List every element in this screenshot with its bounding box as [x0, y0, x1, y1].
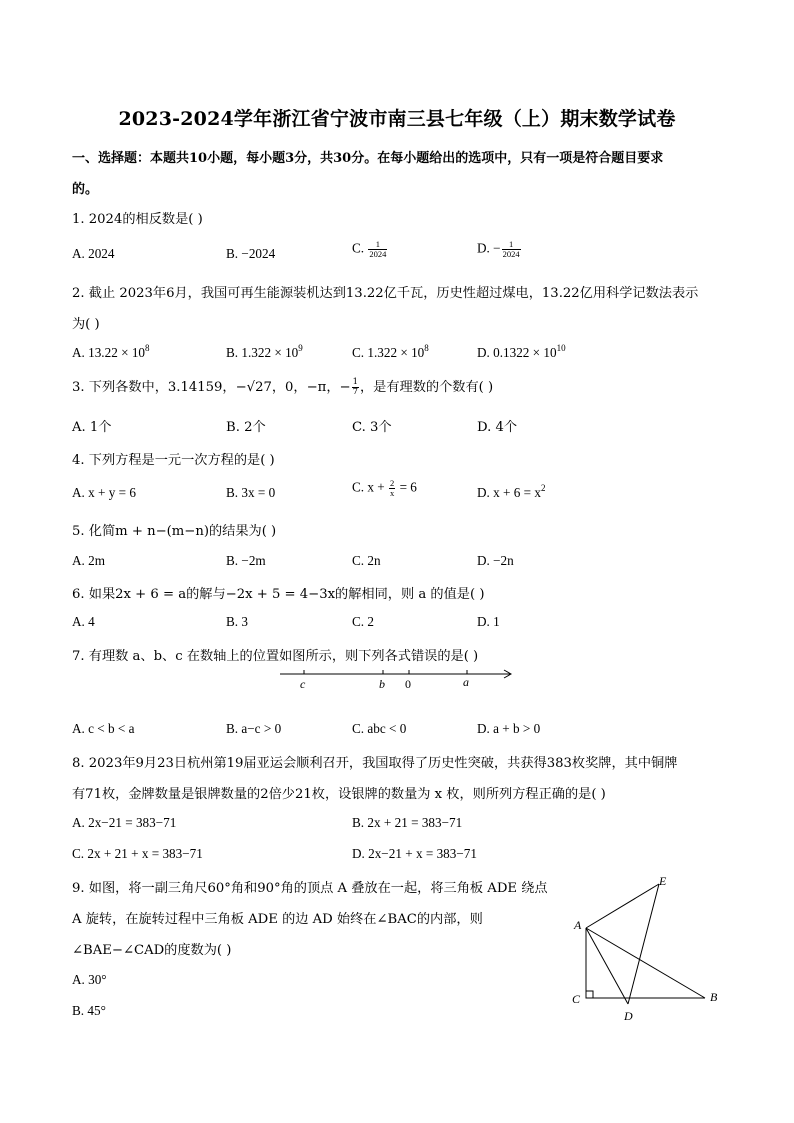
q9-triangle-figure — [565, 868, 735, 1028]
q8-stem-line2: 有71枚，金牌数量是银牌数量的2倍少21枚，设银牌的数量为 x 枚，则所列方程正确的是( ) — [72, 787, 606, 802]
q7-option-c: C. abc < 0 — [352, 721, 407, 736]
page-title: 2023-2024学年浙江省宁波市南三县七年级（上）期末数学试卷 — [118, 108, 676, 130]
right-angle-mark — [586, 991, 593, 998]
q3-option-b: B. 2个 — [226, 420, 266, 435]
q4-option-c: C. x + $\frac{2}{x}$ = 6 — [352, 478, 417, 498]
q2-option-d: D. $0.1322 \times 10^{10}$ — [477, 343, 566, 360]
q9-stem-line2: A 旋转，在旋转过程中三角板 ADE 的边 AD 始终在∠BAC的内部，则 — [72, 912, 483, 927]
vertex-label-b: B — [710, 990, 718, 1004]
q1-option-b: B. −2024 — [226, 246, 276, 261]
q3-option-a: A. 1个 — [72, 420, 112, 435]
q3-fraction: $\frac{1}{7}$ — [352, 377, 358, 397]
q4-option-c-fraction: $\frac{2}{x}$ — [390, 478, 395, 498]
vertex-label-a: A — [574, 918, 582, 932]
q7-stem: 7. 有理数 a、b、c 在数轴上的位置如图所示，则下列各式错误的是( ) — [72, 649, 479, 664]
q8-stem-line1: 8. 2023年9月23日杭州第19届亚运会顺利召开，我国取得了历史性突破，共获得383枚奖牌，其中铜牌 — [72, 756, 678, 771]
segment-AE — [586, 884, 659, 928]
q1-option-c-label: C. — [352, 240, 368, 256]
q6-option-d: D. 1 — [477, 614, 500, 629]
q1-option-d — [477, 240, 522, 259]
q2-stem-line1: 2. 截止 2023年6月，我国可再生能源装机达到13.22亿千瓦，历史性超过煤电，13.22亿用科学记数法表示 — [72, 286, 699, 301]
q5-option-b: B. −2m — [226, 553, 266, 568]
q8-option-d: D. 2x−21 + x = 383−71 — [352, 846, 477, 861]
label-c: c — [300, 677, 306, 691]
q1-option-a: A. 2024 — [72, 246, 115, 261]
q5-option-a: A. 2m — [72, 553, 105, 568]
q6-option-a: A. 4 — [72, 614, 95, 629]
q3-option-d: D. 4个 — [477, 420, 518, 435]
q2-option-a: A. $13.22 \times 10^8$ — [72, 343, 150, 360]
q7-option-d: D. a + b > 0 — [477, 721, 541, 736]
q7-option-b: B. a−c > 0 — [226, 721, 282, 736]
q9-option-b: B. 45° — [72, 1003, 106, 1018]
q7-option-a: A. c < b < a — [72, 721, 135, 736]
label-zero: 0 — [405, 677, 411, 691]
q5-stem: 5. 化简m + n−(m−n)的结果为( ) — [72, 524, 277, 539]
section-header-line1: 一、选择题：本题共10小题，每小题3分，共30分。在每小题给出的选项中，只有一项是符合题目要求 — [72, 151, 664, 166]
q1-option-c — [352, 240, 388, 259]
label-b: b — [379, 677, 385, 691]
q5-option-d: D. −2n — [477, 553, 514, 568]
q4-option-a: A. x + y = 6 — [72, 485, 136, 500]
label-a: a — [463, 675, 469, 689]
q9-stem-line1: 9. 如图，将一副三角尺60°角和90°角的顶点 A 叠放在一起，将三角板 ADE 绕点 — [72, 881, 548, 896]
q3-stem: 3. 下列各数中，3.14159，−√27，0，−π，− $\frac{1}{7}$ ，是有理数的个数有( ) — [72, 377, 494, 397]
q1-option-d-label: D. − — [477, 240, 501, 256]
q8-option-b: B. 2x + 21 = 383−71 — [352, 815, 463, 830]
q8-option-c: C. 2x + 21 + x = 383−71 — [72, 846, 203, 861]
q9-stem-line3: ∠BAE−∠CAD的度数为( ) — [72, 943, 232, 958]
q4-option-b: B. 3x = 0 — [226, 485, 276, 500]
q6-stem: 6. 如果2x + 6 = a的解与−2x + 5 = 4−3x的解相同，则 a 的值是( ) — [72, 587, 485, 602]
section-header-line2: 的。 — [72, 182, 99, 197]
vertex-label-c: C — [572, 992, 581, 1006]
segment-AB — [586, 928, 705, 998]
q4-stem: 4. 下列方程是一元一次方程的是( ) — [72, 453, 275, 468]
q6-option-b: B. 3 — [226, 614, 248, 629]
q4-option-d: D. $x + 6 = x^2$ — [477, 483, 546, 500]
q5-option-c: C. 2n — [352, 553, 381, 568]
q2-option-c: C. $1.322 \times 10^8$ — [352, 343, 429, 360]
q9-option-a: A. 30° — [72, 972, 107, 987]
q3-option-c: C. 3个 — [352, 420, 392, 435]
q7-number-line — [278, 664, 518, 694]
q1-option-d-fraction: $\frac{1}{2024}$ — [502, 239, 520, 259]
vertex-label-e: E — [659, 874, 667, 888]
q8-option-a: A. 2x−21 = 383−71 — [72, 815, 177, 830]
q6-option-c: C. 2 — [352, 614, 374, 629]
q1-option-c-fraction: $\frac{1}{2024}$ — [369, 239, 387, 259]
segment-ED — [628, 884, 659, 1004]
q2-option-b: B. $1.322 \times 10^9$ — [226, 343, 303, 360]
vertex-label-d: D — [624, 1009, 633, 1023]
q1-stem: 1. 2024的相反数是( ) — [72, 212, 203, 227]
segment-AD — [586, 928, 628, 1004]
q2-stem-line2: 为( ) — [72, 317, 100, 332]
